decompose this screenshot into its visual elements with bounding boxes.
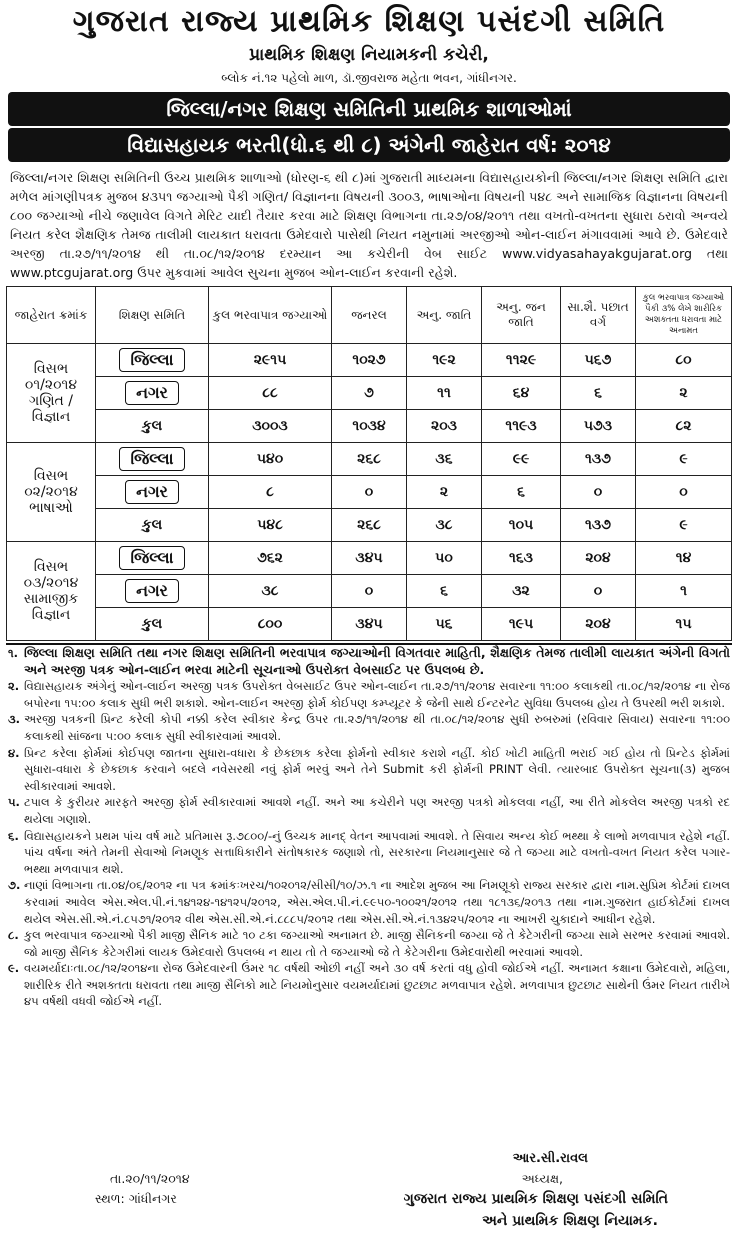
- cell-disabled: ૯: [636, 443, 732, 476]
- address: બ્લોક નં.૧૨ પહેલો માળ, ડૉ.જીવરાજ મહેતા ભવન, ગાંધીનગર.: [221, 71, 517, 85]
- samiti-label: જિલ્લા: [119, 447, 184, 471]
- note-number: ૩.: [8, 712, 21, 727]
- signatory-role: અધ્યક્ષ,: [521, 1171, 563, 1186]
- cell-disabled: ૨: [636, 377, 732, 410]
- intro-paragraph: જિલ્લા/નગર શિક્ષણ સમિતિની ઉચ્ચ પ્રાથમિક શાળાઓ (ધોરણ-૬ થી ૮)માં ગુજરાતી માધ્યમના વિદ્યાસહાયકોની જિલ્લા/નગર શિક્ષણ સમિતિ દ્વારા મળેલ માંગણીપત્રક મુજબ ૪૩૫૧ જગ્યાઓ પૈકી ગણિત/ વિજ્ઞાનના વિષયની ૩૦૦૩, ભાષાઓના વિષયની ૫૪૮ અને સામાજિક વિજ્ઞાનના વિષયની ૮૦૦ જગ્યાઓ નીચે જણાવેલ વિગતે મેરિટ યાદી તૈયાર કરવા માટે શિક્ષણ વિભાગના તા.૨૭/૦૪/૨૦૧૧ તથા વખતો-વખતના સુધારા ઠરાવો અન્વયે નિયત કરેલ શૈક્ષણિક તેમજ તાલીમી લાયકાત ધરાવતા ઉમેદવારો પાસેથી નિયત નમુનામાં અરજીઓ ઓન-લાઈન મંગાવવામાં આવે છે. ઉમેદવારે અરજી તા.૨૭/૧૧/૨૦૧૪ થી તા.૦૮/૧૨/૨૦૧૪ દરમ્યાન આ કચેરીની વેબ સાઈટ www.vidyasahayakgujarat.org તથા www.ptcgujarat.org ઉપર મુકવામાં આવેલ સુચના મુજબ ઓન-લાઈન કરવાની રહેશે.: [10, 170, 728, 280]
- note-text: કુલ ભરવાપાત્ર જગ્યાઓ પૈકી માજી સૈનિક માટે ૧૦ ટકા જગ્યાઓ અનામત છે. માજી સૈનિકની જગ્યા જે તે કેટેગરીની જગ્યા સામે સરભર કરવામાં આવશે. જો માજી સૈનિક કેટેગરીમાં લાયક ઉમેદવારો ઉપલબ્ધ ન થાય તો તે જગ્યાઓ જે તે કેટેગરીના ઉમેદવારોથી ભરવામાં આવશે.: [24, 928, 730, 959]
- note-number: ૬.: [8, 828, 19, 843]
- table-row: [7, 476, 732, 509]
- banner-line-1: જિલ્લા/નગર શિક્ષણ સમિતિની પ્રાથમિક શાળાઓમાં: [8, 92, 730, 126]
- cell-sc: ૩૮: [407, 509, 482, 542]
- note-item: [8, 745, 730, 795]
- cell-general: ૨૬૮: [332, 443, 407, 476]
- cell-general: ૧૦૨૭: [332, 344, 407, 377]
- cell-total: ૫૪૦: [209, 443, 332, 476]
- note-number: ૨.: [8, 679, 20, 694]
- adv-number-cell: વિસભ ૦૩/૨૦૧૪ સામાજીક વિજ્ઞાન: [7, 542, 96, 641]
- signatory-org: ગુજરાત રાજ્ય પ્રાથમિક શિક્ષણ પસંદગી સમિતિ: [403, 1191, 668, 1207]
- cell-general: ૦: [332, 575, 407, 608]
- header-sc: અનુ. જાતિ: [407, 287, 482, 344]
- cell-st: ૧૦૫: [482, 509, 561, 542]
- cell-sebc: ૦: [561, 575, 636, 608]
- cell-sebc: ૨૦૪: [561, 608, 636, 641]
- note-text: નાણાં વિભાગના તા.૦૪/૦૬/૨૦૧૨ ના પત્ર ક્રમાંકઃખરચ/૧૦૨૦૧૨/સીસી/૧૦/ઝ.૧ ના આદેશ મુજબ આ નિમણૂકો રાજ્ય સરકાર દ્વારા નામ.સુપ્રિમ કોર્ટમાં દાખલ કરવામાં આવેલ એસ.એલ.પી.નં.૧૪૧૨૪-૧૪૧૨૫/૨૦૧૨, એસ.એલ.પી.નં.૯૯૫૦-૧૦૦૨૧/૨૦૧૨ તથા ૧૮૧૩૬/૨૦૧૩ તથા નામ.ગુજરાત હાઈકોર્ટમાં દાખલ થયેલ એસ.સી.એ.નં.૮૫૭૧/૨૦૧૨ વીથ એસ.સી.એ.નં.૮૮૮૫/૨૦૧૨ તથા એસ.સી.એ.નં.૧૩૪૨૫/૨૦૧૨ ના આખરી ચુકાદાને આધીન રહેશે.: [24, 878, 730, 926]
- note-item: [8, 645, 730, 678]
- cell-disabled: ૧: [636, 575, 732, 608]
- cell-samiti: [96, 377, 209, 410]
- cell-total: ૨૯૧૫: [209, 344, 332, 377]
- note-item: [8, 960, 730, 1010]
- signatory-name: આર.સી.રાવલ: [512, 1151, 588, 1166]
- table-row: [7, 377, 732, 410]
- cell-sebc: ૧૩૭: [561, 443, 636, 476]
- issue-date: તા.૨૦/૧૧/૨૦૧૪: [110, 1171, 190, 1186]
- cell-st: ૧૧૨૯: [482, 344, 561, 377]
- cell-sc: ૧૯૨: [407, 344, 482, 377]
- cell-samiti: કુલ: [96, 410, 209, 443]
- posts-table: [6, 286, 732, 641]
- note-item: [8, 711, 730, 744]
- note-text: ટપાલ કે કુરીયર મારફતે અરજી ફોર્મ સ્વીકારવામાં આવશે નહીં. અને આ કચેરીને પણ અરજી પત્રકો મોકલવા નહીં, આ રીતે મોકલેલ અરજી પત્રકો રદ થયેલા ગણાશે.: [24, 795, 730, 826]
- cell-samiti: [96, 344, 209, 377]
- cell-general: ૧૦૩૪: [332, 410, 407, 443]
- banner-line-2: વિદ્યાસહાયક ભરતી(ધો.૬ થી ૮) અંગેની જાહેરાત વર્ષ: ૨૦૧૪: [8, 128, 730, 162]
- cell-total: ૩૦૦૩: [209, 410, 332, 443]
- cell-samiti: [96, 476, 209, 509]
- table-row: [7, 509, 732, 542]
- note-number: ૫.: [8, 795, 20, 810]
- adv-number-cell: વિસભ ૦૧/૨૦૧૪ ગણિત / વિજ્ઞાન: [7, 344, 96, 443]
- adv-number-cell: વિસભ ૦૨/૨૦૧૪ ભાષાઓ: [7, 443, 96, 542]
- signatory-org-2: અને પ્રાથમિક શિક્ષણ નિયામક.: [482, 1213, 658, 1229]
- org-title: ગુજરાત રાજ્ય પ્રાથમિક શિક્ષણ પસંદગી સમિતિ: [72, 4, 666, 39]
- cell-sebc: ૨૦૪: [561, 542, 636, 575]
- cell-st: ૧૯૫: [482, 608, 561, 641]
- sub-title: પ્રાથમિક શિક્ષણ નિયામકની કચેરી,: [249, 45, 489, 65]
- cell-sc: ૫૬: [407, 608, 482, 641]
- note-number: ૧.: [8, 646, 19, 660]
- cell-sebc: ૧૩૭: [561, 509, 636, 542]
- table-row: [7, 542, 732, 575]
- samiti-label: નગર: [125, 381, 179, 405]
- table-header-row: [7, 287, 732, 344]
- samiti-label: જિલ્લા: [119, 546, 184, 570]
- note-text: વિદ્યાસહાયક અંગેનું ઓન-લાઈન અરજી પત્રક ઉપરોક્ત વેબસાઈટ ઉપર ઓન-લાઈન તા.૨૭/૧૧/૨૦૧૪ સવારના ૧૧:૦૦ કલાકથી તા.૦૮/૧૨/૨૦૧૪ ના રોજ બપોરના ૧૫:૦૦ કલાક સુધી ભરી શકાશે. ઓન-લાઈન અરજી ફોર્મ કોઈપણ કમ્પ્યૂટર કે જેની સાથે ઈન્ટરનેટ સુવિધા ઉપલબ્ધ હોય તે ઉપરથી ભરી શકાશે.: [24, 679, 730, 710]
- cell-sc: ૩૬: [407, 443, 482, 476]
- samiti-label: નગર: [125, 579, 179, 603]
- cell-general: ૭: [332, 377, 407, 410]
- cell-disabled: ૮૨: [636, 410, 732, 443]
- cell-disabled: ૧૫: [636, 608, 732, 641]
- header-disabled: કુલ ભરવાપાત્ર જગ્યાઓ પૈકી ૩% લેખે શારીરિક અશક્તતા ધરાવતા માટે અનામત: [636, 287, 732, 344]
- cell-total: ૭૬૨: [209, 542, 332, 575]
- cell-sc: ૬: [407, 575, 482, 608]
- cell-sc: ૫૦: [407, 542, 482, 575]
- cell-sc: ૨૦૩: [407, 410, 482, 443]
- note-item: [8, 828, 730, 878]
- note-number: ૮.: [8, 928, 19, 943]
- cell-disabled: ૯: [636, 509, 732, 542]
- cell-sebc: ૦: [561, 476, 636, 509]
- note-item: [8, 794, 730, 827]
- cell-total: ૮: [209, 476, 332, 509]
- table-row: [7, 608, 732, 641]
- cell-st: ૧૧૯૩: [482, 410, 561, 443]
- note-text: વિદ્યાસહાયકને પ્રથમ પાંચ વર્ષ માટે પ્રતિમાસ રૂ.૭૮૦૦/-નું ઉચ્ચક માનદ્ વેતન આપવામાં આવશે. તે સિવાય અન્ય કોઈ ભથ્થા કે લાભો મળવાપાત્ર રહેશે નહીં. પાંચ વર્ષના અંતે તેમની સેવાઓ નિમણૂક સત્તાધિકારીને સંતોષકારક જણાશે તો, સરકારના નિયમાનુસાર જે તે જગ્યા માટે વખતો-વખત નિયત કરેલ પગાર-ભથ્થા મળવાપાત્ર થશે.: [24, 828, 730, 876]
- cell-samiti: [96, 575, 209, 608]
- issue-place: સ્થળ: ગાંધીનગર: [95, 1191, 177, 1206]
- cell-samiti: [96, 542, 209, 575]
- table-row: [7, 344, 732, 377]
- cell-total: ૩૮: [209, 575, 332, 608]
- cell-total: ૫૪૮: [209, 509, 332, 542]
- cell-st: ૧૬૩: [482, 542, 561, 575]
- cell-sc: ૧૧: [407, 377, 482, 410]
- note-text: અરજી પત્રકની પ્રિન્ટ કરેલી કોપી નક્કી કરેલ સ્વીકાર કેન્દ્ર ઉપર તા.૨૭/૧૧/૨૦૧૪ થી તા.૦૮/૧૨/૨૦૧૪ સુધી રુબરુમાં (રવિવાર સિવાય) સવારના ૧૧:૦૦ કલાકથી સાંજના ૫:૦૦ કલાક સુધી સ્વીકારવામાં આવશે.: [24, 712, 730, 743]
- cell-sebc: ૫૭૩: [561, 410, 636, 443]
- note-number: ૪.: [8, 745, 20, 760]
- header-st: અનુ. જન જાતિ: [482, 287, 561, 344]
- cell-disabled: ૮૦: [636, 344, 732, 377]
- cell-st: ૩૨: [482, 575, 561, 608]
- note-text: વયમર્યાદાઃતા.૦૮/૧૨/૨૦૧૪ના રોજ ઉમેદવારની ઉંમર ૧૮ વર્ષથી ઓછી નહીં અને ૩૦ વર્ષ કરતાં વધુ હોવી જોઈએ નહીં. અનામત કક્ષાના ઉમેદવારો, મહિલા, શારીરિક રીતે અશક્તતા ધરાવતા તથા માજી સૈનિકો માટે નિયમોનુસાર વયમર્યાદામાં છુટછાટ મળવાપાત્ર રહેશે. મળવાપાત્ર છુટછાટ સાથેની ઉંમર નિયત તારીખે ૪૫ વર્ષથી વધવી જોઈએ નહીં.: [24, 961, 730, 1009]
- table-row: [7, 443, 732, 476]
- footer: [0, 1151, 738, 1247]
- cell-st: ૯૯: [482, 443, 561, 476]
- cell-disabled: ૧૪: [636, 542, 732, 575]
- samiti-label: જિલ્લા: [119, 348, 184, 372]
- note-item: [8, 927, 730, 960]
- header-general: જનરલ: [332, 287, 407, 344]
- note-number: ૭.: [8, 878, 21, 893]
- advertisement-page: [0, 4, 738, 1247]
- note-item: [8, 678, 730, 711]
- notes-list: [6, 643, 732, 1010]
- cell-total: ૮૦૦: [209, 608, 332, 641]
- note-number: ૯.: [8, 961, 20, 976]
- cell-sebc: ૬: [561, 377, 636, 410]
- cell-samiti: [96, 443, 209, 476]
- cell-st: ૬: [482, 476, 561, 509]
- cell-total: ૮૮: [209, 377, 332, 410]
- header-total: કુલ ભરવાપાત્ર જગ્યાઓ: [209, 287, 332, 344]
- header-samiti: શિક્ષણ સમિતિ: [96, 287, 209, 344]
- cell-samiti: કુલ: [96, 608, 209, 641]
- samiti-label: નગર: [125, 480, 179, 504]
- cell-st: ૬૪: [482, 377, 561, 410]
- header-sebc: સા.શૈ. પછાત વર્ગ: [561, 287, 636, 344]
- table-row: [7, 575, 732, 608]
- cell-general: ૩૪૫: [332, 542, 407, 575]
- note-item: [8, 877, 730, 927]
- cell-general: ૩૪૫: [332, 608, 407, 641]
- cell-sc: ૨: [407, 476, 482, 509]
- cell-general: ૦: [332, 476, 407, 509]
- note-text: પ્રિન્ટ કરેલા ફોર્મમાં કોઈપણ જાતના સુધારા-વધારા કે છેકછાક કરેલા ફોર્મનો સ્વીકાર કરાશે નહીં. કોઈ ખોટી માહિતી ભરાઈ ગઈ હોય તો પ્રિન્ટેડ ફોર્મમાં સુધારા-વધારા કે છેકછાક કરવાને બદલે નવેસરથી નવું ફોર્મ ભરવું અને તેને Submit કરી ફોર્મની PRINT લેવી. ત્યારબાદ ઉપરોક્ત સૂચના(૩) મુજબ સ્વીકારવામાં આવશે.: [24, 745, 730, 793]
- cell-general: ૨૬૮: [332, 509, 407, 542]
- table-row: [7, 410, 732, 443]
- note-text: જિલ્લા શિક્ષણ સમિતિ તથા નગર શિક્ષણ સમિતિની ભરવાપાત્ર જગ્યાઓની વિગતવાર માહિતી, શૈક્ષણિક તેમજ તાલીમી લાયકાત અંગેની વિગતો અને અરજી પત્રક ઓન-લાઈન ભરવા માટેની સૂચનાઓ ઉપરોક્ત વેબસાઈટ પર ઉપલબ્ધ છે.: [24, 645, 730, 677]
- header-adv: જાહેરાત ક્રમાંક: [7, 287, 96, 344]
- cell-sebc: ૫૬૭: [561, 344, 636, 377]
- cell-samiti: કુલ: [96, 509, 209, 542]
- cell-disabled: ૦: [636, 476, 732, 509]
